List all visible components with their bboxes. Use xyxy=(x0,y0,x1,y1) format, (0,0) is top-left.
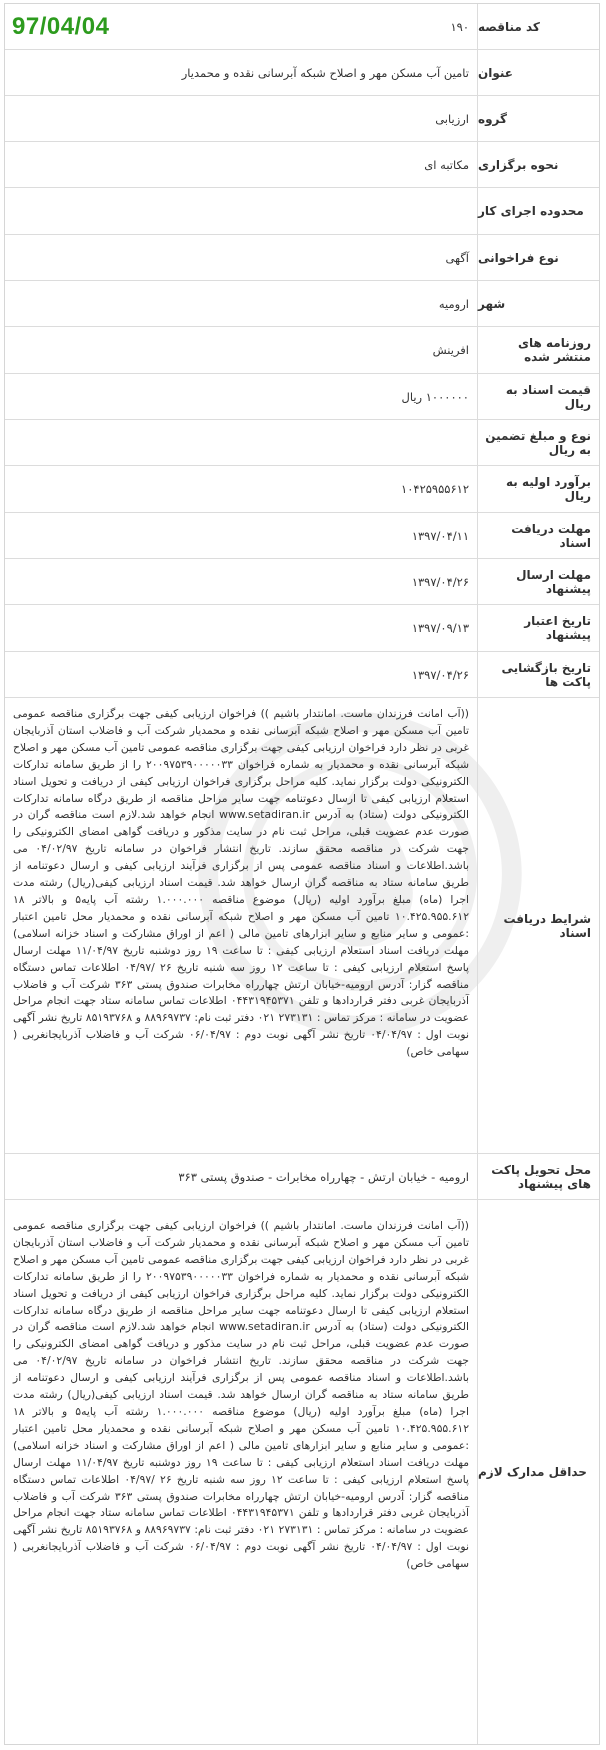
row-label: مهلت ارسال پیشنهاد xyxy=(477,559,599,604)
row-label: محل تحویل پاکت های پیشنهاد xyxy=(477,1154,599,1199)
row-label: تاریخ اعتبار پیشنهاد xyxy=(477,605,599,651)
row-holding-method xyxy=(5,142,599,188)
row-minimum-documents xyxy=(5,1200,599,1744)
row-value: ۱۰۴۲۵۹۵۵۶۱۲ xyxy=(401,482,469,496)
row-value: مکاتبه ای xyxy=(424,157,469,172)
row-label: شهر xyxy=(477,281,599,326)
conditions-text: ((آب امانت فرزندان ماست. امانتدار باشیم )) فراخوان ارزیابی کیفی جهت برگزاری مناقصه عمومی تامین آب مسکن مهر و اصلاح شبکه آبرسانی نقده و محمدیار شرکت آب و فاضلاب استان آذربایجان غربی در نظر دارد فراخوان ارزیابی کیفی جهت برگزاری مناقصه عمومی تامین آب مسکن مهر و اصلاح شبکه آبرسانی نقده و محمدیار به شماره فراخوان ۲۰۰۹۷۵۳۹۰۰۰۰۰۳۳ را از طریق سامانه تدارکات الکترونیکی دولت برگزار نماید. کلیه مراحل برگزاری فراخوان ارزیابی کیفی از دریافت و تحویل اسناد استعلام ارزیابی کیفی تا ارسال دعوتنامه جهت سایر مراحل مناقصه از طریق درگاه سامانه تدارکات الکترونیکی دولت (ستاد) به آدرس www.setadiran.ir انجام خواهد شد.لازم است مناقصه گران در صورت عدم عضویت قبلی، مراحل ثبت نام در سایت مذکور و دریافت گواهی امضای الکترونیکی را جهت شرکت در مناقصه محقق سازند. تاریخ انتشار فراخوان در سامانه تاریخ ۰۴/۰۲/۹۷ می باشد.اطلاعات و اسناد مناقصه عمومی پس از برگزاری فرآیند ارزیابی کیفی و ارسال دعوتنامه از طریق سامانه ستاد به مناقصه گران ارسال خواهد شد. قیمت اسناد ارزیابی کیفی(ریال) رشته مدت اجرا (ماه) مبلغ برآورد اولیه (ریال) موضوع مناقصه ۱.۰۰۰.۰۰۰ رشته آب پایه۵ و بالاتر ۱۸ ۱۰.۴۲۵.۹۵۵.۶۱۲ تامین آب مسکن مهر و اصلاح شبکه آبرسانی نقده و محمدیار محل تامین اعتبار :عمومی و سایر منابع و سایر ابزارهای تامین مالی ( اعم از اوراق مشارکت و اسناد خزانه اسلامی) مهلت دریافت اسناد استعلام ارزیابی کیفی : تا ساعت ۱۹ روز دوشنبه تاریخ ۱۱/۰۴/۹۷ مهلت ارسال پاسخ استعلام ارزیابی کیفی : تا ساعت ۱۲ روز سه شنبه تاریخ ۲۶ /۰۴/۹۷ اطلاعات تماس دستگاه مناقصه گزار: آدرس ارومیه-خیابان ارتش چهارراه مخابرات صندوق پستی ۳۶۳ شرکت آب و فاضلاب آذربایجان غربی دفتر قراردادها و تلفن ۰۴۴۳۱۹۴۵۳۷۱ اطلاعات تماس سامانه ستاد جهت انجام مراحل عضویت در سامانه : مرکز تماس : ۲۷۳۱۳۱ ۰۲۱ دفتر ثبت نام: ۸۸۹۶۹۷۳۷ و ۸۵۱۹۳۷۶۸ تاریخ نشر آگهی نوبت اول : ۰۴/۰۴/۹۷ تاریخ نشر آگهی نوبت دوم : ۰۶/۰۴/۹۷ شرکت آب و فاضلاب آذربایجانغربی ( سهامی خاص) xyxy=(13,707,470,1059)
row-value: آگهی xyxy=(445,250,469,265)
row-value: ۱۳۹۷/۰۴/۲۶ xyxy=(411,574,469,589)
row-call-type xyxy=(5,235,599,281)
row-value: ۱۹۰ xyxy=(450,19,469,34)
row-value: ارومیه xyxy=(438,296,469,311)
row-document-price xyxy=(5,374,599,420)
date-stamp: 97/04/04 xyxy=(12,13,110,40)
row-value: افرینش xyxy=(432,343,469,357)
row-document-conditions xyxy=(5,698,599,1154)
row-value: ۱۳۹۷/۰۴/۲۶ xyxy=(411,667,469,682)
row-value: ۱۳۹۷/۰۹/۱۳ xyxy=(411,621,469,635)
row-group xyxy=(5,96,599,142)
row-work-area xyxy=(5,188,599,235)
row-label: مهلت دریافت اسناد xyxy=(477,513,599,558)
row-label: عنوان xyxy=(477,50,599,95)
row-label: نحوه برگزاری xyxy=(477,142,599,187)
row-opening-date xyxy=(5,652,599,698)
row-label: گروه xyxy=(477,96,599,141)
row-label: برآورد اولیه به ریال xyxy=(477,466,599,512)
row-label: کد مناقصه xyxy=(477,4,599,49)
row-value: ارزیابی xyxy=(435,111,469,126)
requirements-text: ((آب امانت فرزندان ماست. امانتدار باشیم )) فراخوان ارزیابی کیفی جهت برگزاری مناقصه عمومی تامین آب مسکن مهر و اصلاح شبکه آبرسانی نقده و محمدیار شرکت آب و فاضلاب استان آذربایجان غربی در نظر دارد فراخوان ارزیابی کیفی جهت برگزاری مناقصه عمومی تامین آب مسکن مهر و اصلاح شبکه آبرسانی نقده و محمدیار به شماره فراخوان ۲۰۰۹۷۵۳۹۰۰۰۰۰۳۳ را از طریق سامانه تدارکات الکترونیکی دولت برگزار نماید. کلیه مراحل برگزاری فراخوان ارزیابی کیفی از دریافت و تحویل اسناد استعلام ارزیابی کیفی تا ارسال دعوتنامه جهت سایر مراحل مناقصه از طریق درگاه سامانه تدارکات الکترونیکی دولت (ستاد) به آدرس www.setadiran.ir انجام خواهد شد.لازم است مناقصه گران در صورت عدم عضویت قبلی، مراحل ثبت نام در سایت مذکور و دریافت گواهی امضای الکترونیکی را جهت شرکت در مناقصه محقق سازند. تاریخ انتشار فراخوان در سامانه تاریخ ۰۴/۰۲/۹۷ می باشد.اطلاعات و اسناد مناقصه عمومی پس از برگزاری فرآیند ارزیابی کیفی و ارسال دعوتنامه از طریق سامانه ستاد به مناقصه گران ارسال خواهد شد. قیمت اسناد ارزیابی کیفی(ریال) رشته مدت اجرا (ماه) مبلغ برآورد اولیه (ریال) موضوع مناقصه ۱.۰۰۰.۰۰۰ رشته آب پایه۵ و بالاتر ۱۸ ۱۰.۴۲۵.۹۵۵.۶۱۲ تامین آب مسکن مهر و اصلاح شبکه آبرسانی نقده و محمدیار محل تامین اعتبار :عمومی و سایر منابع و سایر ابزارهای تامین مالی ( اعم از اوراق مشارکت و اسناد خزانه اسلامی) مهلت دریافت اسناد استعلام ارزیابی کیفی : تا ساعت ۱۹ روز دوشنبه تاریخ ۱۱/۰۴/۹۷ مهلت ارسال پاسخ استعلام ارزیابی کیفی : تا ساعت ۱۲ روز سه شنبه تاریخ ۲۶ /۰۴/۹۷ اطلاعات تماس دستگاه مناقصه گزار: آدرس ارومیه-خیابان ارتش چهارراه مخابرات صندوق پستی ۳۶۳ شرکت آب و فاضلاب آذربایجان غربی دفتر قراردادها و تلفن ۰۴۴۳۱۹۴۵۳۷۱ اطلاعات تماس سامانه ستاد جهت انجام مراحل عضویت در سامانه : مرکز تماس : ۲۷۳۱۳۱ ۰۲۱ دفتر ثبت نام: ۸۸۹۶۹۷۳۷ و ۸۵۱۹۳۷۶۸ تاریخ نشر آگهی نوبت اول : ۰۴/۰۴/۹۷ تاریخ نشر آگهی نوبت دوم : ۰۶/۰۴/۹۷ شرکت آب و فاضلاب آذربایجانغربی ( سهامی خاص) xyxy=(13,1219,470,1571)
row-value: ۱۰۰۰۰۰۰ ریال xyxy=(401,389,469,404)
row-proposal-deadline xyxy=(5,559,599,605)
row-proposal-validity xyxy=(5,605,599,652)
row-title xyxy=(5,50,599,96)
row-value: تامین آب مسکن مهر و اصلاح شبکه آبرسانی نقده و محمدیار xyxy=(181,65,469,80)
row-label: حداقل مدارک لازم xyxy=(477,1200,599,1744)
row-delivery-place xyxy=(5,1154,599,1200)
row-value: ارومیه - خیابان ارتش - چهارراه مخابرات - صندوق پستی ۳۶۳ xyxy=(178,1169,469,1184)
row-newspapers xyxy=(5,327,599,374)
row-label: تاریخ بازگشایی پاکت ها xyxy=(477,652,599,697)
row-guarantee xyxy=(5,420,599,466)
row-document-deadline xyxy=(5,513,599,559)
tender-details-table xyxy=(4,3,600,1745)
row-label: محدوده اجرای کار xyxy=(477,188,599,234)
row-label: روزنامه های منتشر شده xyxy=(477,327,599,373)
row-city xyxy=(5,281,599,327)
row-label: نوع فراخوانی xyxy=(477,235,599,280)
row-label: قیمت اسناد به ریال xyxy=(477,374,599,419)
row-label: شرایط دریافت اسناد xyxy=(477,698,599,1153)
row-initial-estimate xyxy=(5,466,599,513)
row-value: ۱۳۹۷/۰۴/۱۱ xyxy=(411,528,469,543)
row-label: نوع و مبلغ تضمین به ریال xyxy=(477,420,599,465)
